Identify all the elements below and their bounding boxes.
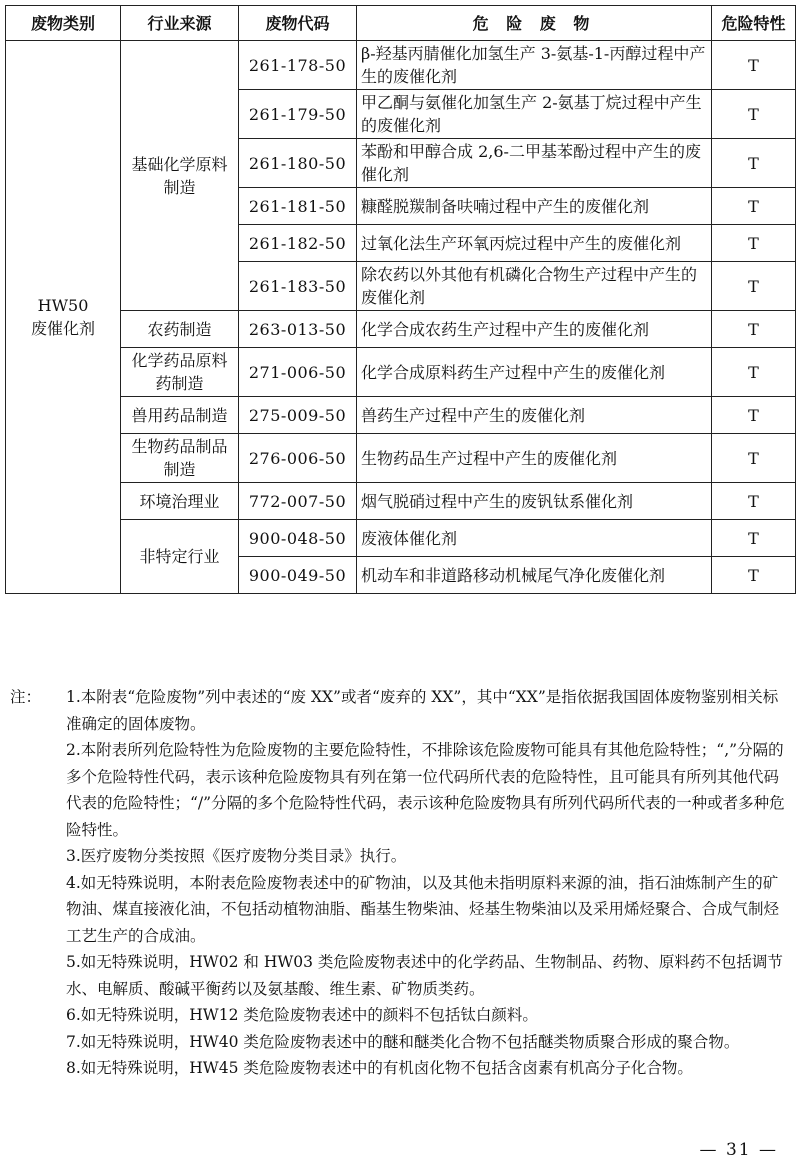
- waste-description-cell: 苯酚和甲醇合成 2,6-二甲基苯酚过程中产生的废催化剂: [357, 139, 712, 188]
- note-item: [10, 1029, 790, 1056]
- hazard-cell: T: [712, 348, 796, 397]
- waste-category-cell: HW50 废催化剂: [6, 41, 121, 594]
- note-text: 8.如无特殊说明，HW45 类危险废物表述中的有机卤化物不包括含卤素有机高分子化合物。: [66, 1059, 693, 1077]
- waste-code-cell: 271-006-50: [239, 348, 357, 397]
- waste-code-cell: 261-183-50: [239, 262, 357, 311]
- table-row: [6, 348, 796, 397]
- header-description: 危 险 废 物: [357, 6, 712, 41]
- hazard-cell: T: [712, 90, 796, 139]
- table-row: [6, 520, 796, 557]
- waste-description-cell: 废液体催化剂: [357, 520, 712, 557]
- waste-description-cell: 甲乙酮与氨催化加氢生产 2-氨基丁烷过程中产生的废催化剂: [357, 90, 712, 139]
- note-item: [10, 949, 790, 1002]
- waste-description-cell: 过氧化法生产环氧丙烷过程中产生的废催化剂: [357, 225, 712, 262]
- table-row: [6, 434, 796, 483]
- industry-source-cell: 兽用药品制造: [121, 397, 239, 434]
- waste-code-cell: 276-006-50: [239, 434, 357, 483]
- hazard-cell: T: [712, 41, 796, 90]
- waste-description-cell: 除农药以外其他有机磷化合物生产过程中产生的废催化剂: [357, 262, 712, 311]
- table-row: [6, 311, 796, 348]
- waste-code-cell: 261-181-50: [239, 188, 357, 225]
- hazard-cell: T: [712, 262, 796, 311]
- page-number: — 31 —: [699, 1140, 778, 1160]
- industry-source-cell: 环境治理业: [121, 483, 239, 520]
- waste-code-cell: 261-180-50: [239, 139, 357, 188]
- industry-source-cell: 农药制造: [121, 311, 239, 348]
- header-code: 废物代码: [239, 6, 357, 41]
- hazard-cell: T: [712, 520, 796, 557]
- hazard-cell: T: [712, 434, 796, 483]
- industry-source-cell: 非特定行业: [121, 520, 239, 594]
- header-hazard: 危险特性: [712, 6, 796, 41]
- waste-description-cell: β-羟基丙腈催化加氢生产 3-氨基-1-丙醇过程中产生的废催化剂: [357, 41, 712, 90]
- table-header-row: [6, 6, 796, 41]
- waste-code-cell: 900-049-50: [239, 557, 357, 594]
- note-item: [10, 1002, 790, 1029]
- waste-code-cell: 261-182-50: [239, 225, 357, 262]
- hazard-cell: T: [712, 483, 796, 520]
- notes-section: [10, 684, 790, 1082]
- waste-description-cell: 生物药品生产过程中产生的废催化剂: [357, 434, 712, 483]
- waste-description-cell: 化学合成农药生产过程中产生的废催化剂: [357, 311, 712, 348]
- note-text: 1.本附表“危险废物”列中表述的“废 XX”或者“废弃的 XX”，其中“XX”是指依据我国固体废物鉴别相关标准确定的固体废物。: [66, 688, 779, 733]
- industry-source-cell: 生物药品制品制造: [121, 434, 239, 483]
- note-item: [10, 737, 790, 843]
- waste-description-cell: 机动车和非道路移动机械尾气净化废催化剂: [357, 557, 712, 594]
- waste-code-cell: 275-009-50: [239, 397, 357, 434]
- hazard-cell: T: [712, 188, 796, 225]
- waste-description-cell: 烟气脱硝过程中产生的废钒钛系催化剂: [357, 483, 712, 520]
- industry-source-cell: 基础化学原料制造: [121, 41, 239, 311]
- industry-source-cell: 化学药品原料药制造: [121, 348, 239, 397]
- note-text: 6.如无特殊说明，HW12 类危险废物表述中的颜料不包括钛白颜料。: [66, 1006, 538, 1024]
- waste-code-cell: 900-048-50: [239, 520, 357, 557]
- table-row: [6, 397, 796, 434]
- note-item: [10, 1055, 790, 1082]
- waste-code-cell: 261-178-50: [239, 41, 357, 90]
- table-row: [6, 41, 796, 90]
- note-text: 7.如无特殊说明，HW40 类危险废物表述中的醚和醚类化合物不包括醚类物质聚合形成的聚合物。: [66, 1032, 740, 1051]
- note-text: 5.如无特殊说明，HW02 和 HW03 类危险废物表述中的化学药品、生物制品、药物、原料药不包括调节水、电解质、酸碱平衡药以及氨基酸、维生素、矿物质类药。: [66, 953, 783, 998]
- notes-lead: 注：: [10, 688, 42, 706]
- waste-description-cell: 糠醛脱羰制备呋喃过程中产生的废催化剂: [357, 188, 712, 225]
- hazard-cell: T: [712, 139, 796, 188]
- note-item: [10, 870, 790, 950]
- note-text: 2.本附表所列危险特性为危险废物的主要危险特性，不排除该危险废物可能具有其他危险特性；“,”分隔的多个危险特性代码，表示该种危险废物具有列在第一位代码所代表的危险特性，且可能具有所列其他代码代表的危险特性；“/”分隔的多个危险特性代码，表示该种危险废物具有所列代码所代表的一种或者多种危险特性。: [66, 741, 785, 839]
- waste-code-cell: 263-013-50: [239, 311, 357, 348]
- waste-code-cell: 261-179-50: [239, 90, 357, 139]
- note-item: [10, 843, 790, 870]
- waste-description-cell: 兽药生产过程中产生的废催化剂: [357, 397, 712, 434]
- hazard-cell: T: [712, 397, 796, 434]
- table-row: [6, 483, 796, 520]
- waste-code-cell: 772-007-50: [239, 483, 357, 520]
- note-text: 3.医疗废物分类按照《医疗废物分类目录》执行。: [66, 847, 407, 865]
- waste-description-cell: 化学合成原料药生产过程中产生的废催化剂: [357, 348, 712, 397]
- note-text: 4.如无特殊说明，本附表危险废物表述中的矿物油，以及其他未指明原料来源的油，指石油炼制产生的矿物油、煤直接液化油，不包括动植物油脂、酯基生物柴油、烃基生物柴油以及采用烯烃聚合、合成气制烃工艺生产的合成油。: [66, 873, 780, 945]
- header-source: 行业来源: [121, 6, 239, 41]
- hazard-cell: T: [712, 225, 796, 262]
- hazardous-waste-table: [5, 5, 796, 594]
- hazard-cell: T: [712, 311, 796, 348]
- hazard-cell: T: [712, 557, 796, 594]
- note-item: [10, 684, 790, 737]
- header-category: 废物类别: [6, 6, 121, 41]
